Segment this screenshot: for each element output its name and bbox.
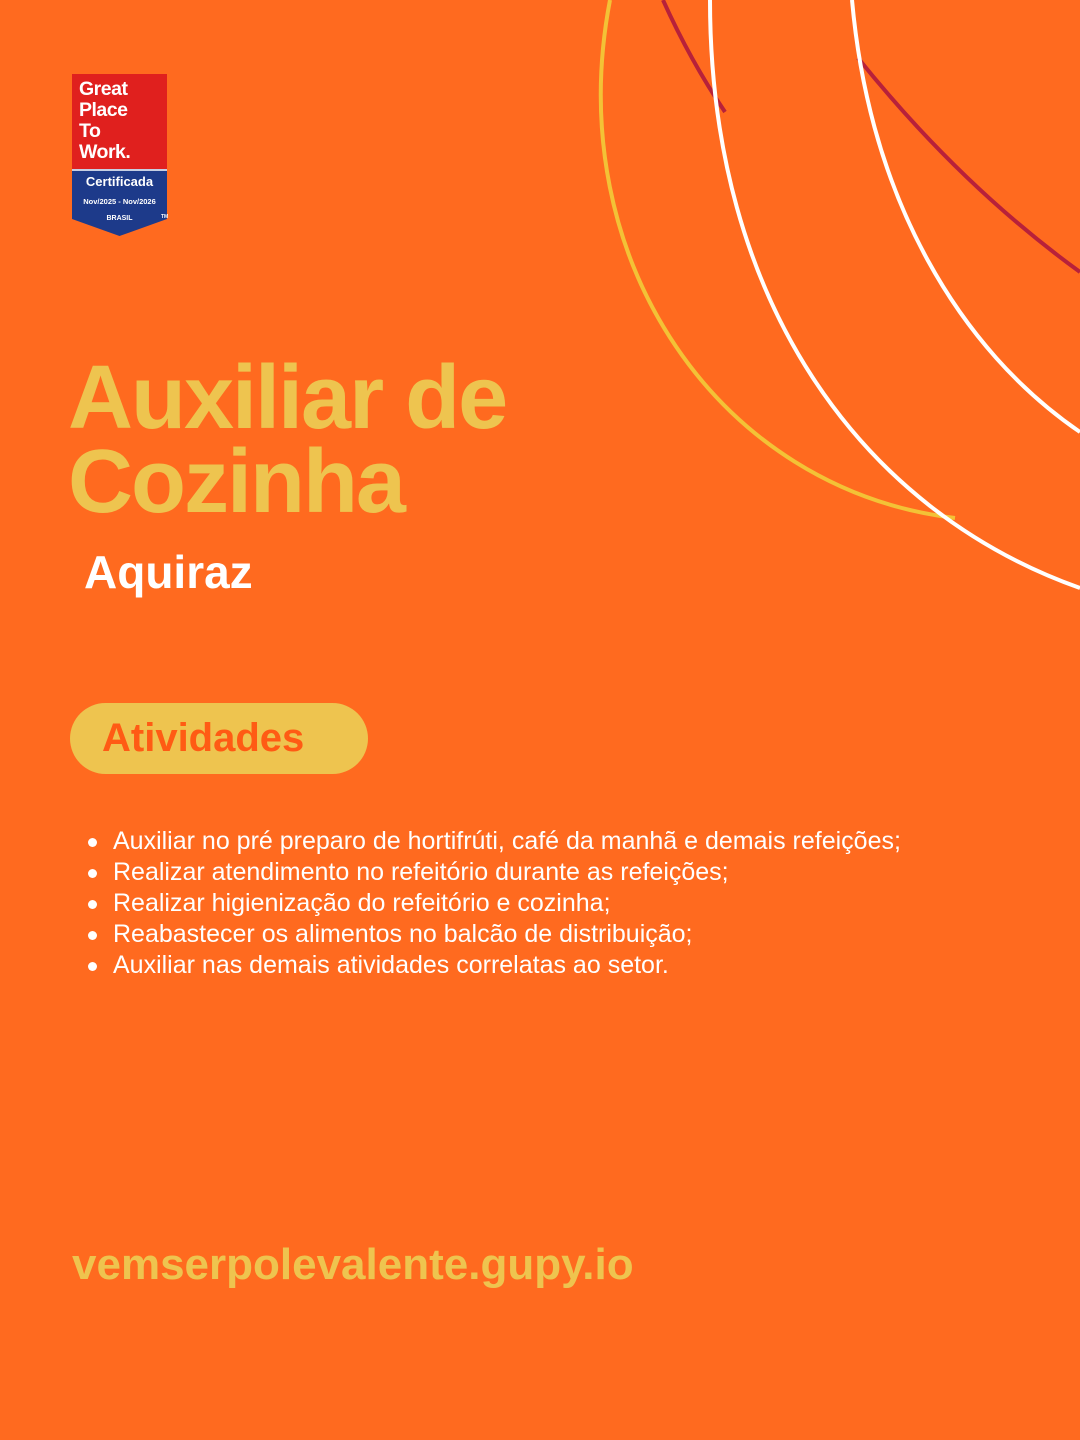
badge-logo-block xyxy=(72,74,167,169)
arc-crimson-lower xyxy=(858,58,1080,272)
badge-certified-label: Certificada xyxy=(85,174,154,189)
activities-list xyxy=(88,826,948,981)
activity-item xyxy=(88,826,948,857)
activity-item xyxy=(88,950,948,981)
activity-text: Realizar higienização do refeitório e cozinha; xyxy=(113,889,611,917)
bullet-icon xyxy=(88,962,97,971)
badge-trademark: TM xyxy=(161,214,169,220)
badge-country: BRASIL xyxy=(106,215,133,222)
arc-white-outer xyxy=(710,0,1080,588)
activities-label: Atividades xyxy=(102,716,305,760)
activity-item xyxy=(88,919,948,950)
bullet-icon xyxy=(88,931,97,940)
job-title-line-2: Cozinha xyxy=(68,432,404,532)
activity-item xyxy=(88,888,948,919)
bullet-icon xyxy=(88,869,97,878)
badge-dates: Nov/2025 - Nov/2026 xyxy=(83,197,156,206)
bullet-icon xyxy=(88,838,97,847)
bullet-icon xyxy=(88,900,97,909)
website-link[interactable]: vemserpolevalente.gupy.io xyxy=(72,1240,634,1289)
activity-text: Auxiliar no pré preparo de hortifrúti, café da manhã e demais refeições; xyxy=(113,827,901,855)
arc-white-inner xyxy=(852,0,1080,432)
activity-text: Auxiliar nas demais atividades correlatas ao setor. xyxy=(113,951,669,979)
job-title xyxy=(68,348,688,532)
job-location: Aquiraz xyxy=(84,546,253,598)
activity-text: Reabastecer os alimentos no balcão de distribuição; xyxy=(113,920,693,948)
job-title-line-1: Auxiliar de xyxy=(68,348,507,448)
great-place-to-work-badge xyxy=(72,74,167,236)
activities-pill xyxy=(70,703,368,774)
activity-item xyxy=(88,857,948,888)
badge-logo-text: Great Place To Work. xyxy=(79,78,131,163)
activity-text: Realizar atendimento no refeitório durante as refeições; xyxy=(113,858,729,886)
